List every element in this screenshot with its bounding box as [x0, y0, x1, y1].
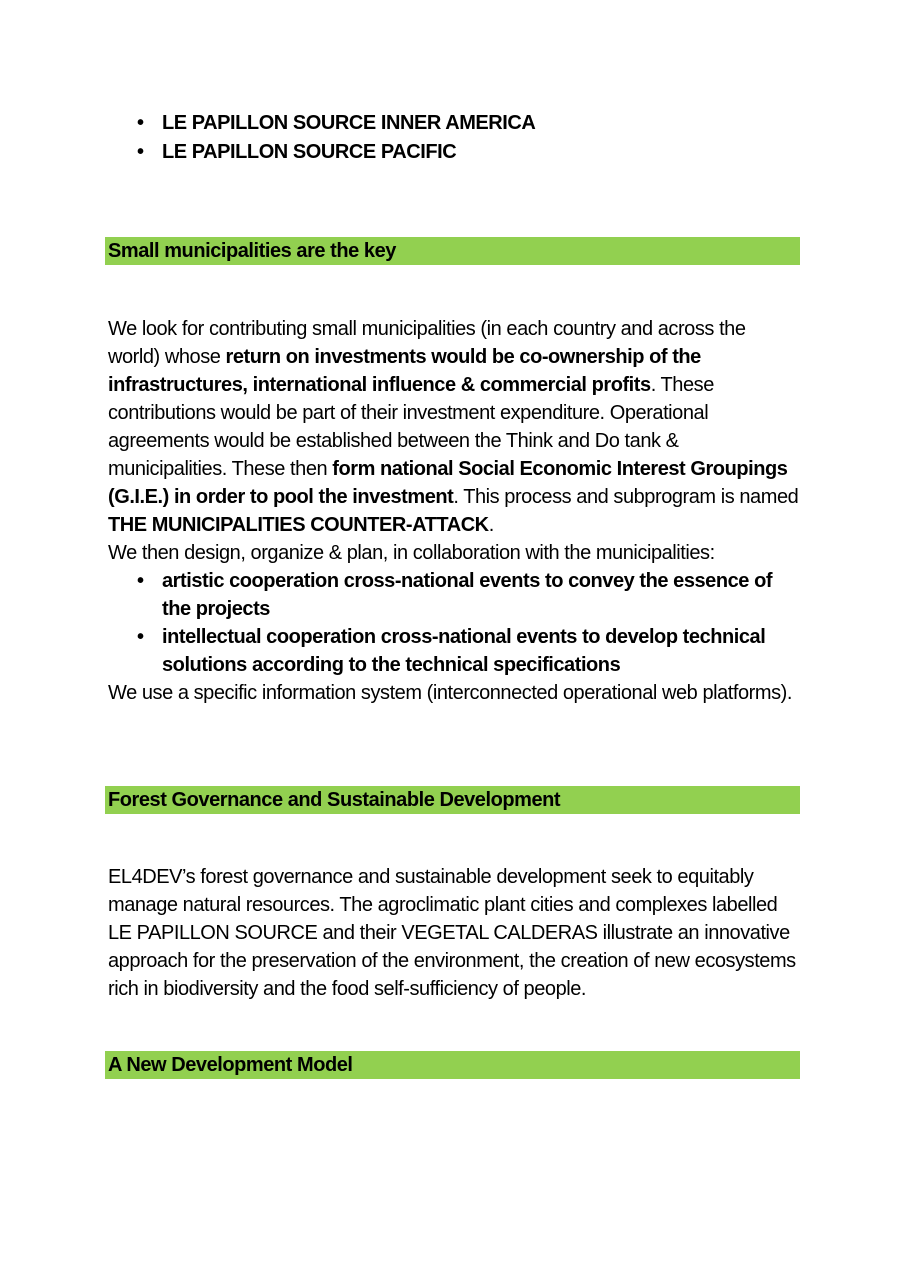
- bullet-icon: •: [137, 141, 144, 163]
- events-bullet-list: [108, 567, 800, 679]
- list-item: [108, 138, 800, 167]
- list-item-text: intellectual cooperation cross-national events to develop technical solutions according to the technical specifications: [162, 626, 766, 676]
- list-item-text: LE PAPILLON SOURCE PACIFIC: [162, 141, 457, 163]
- text-run: . These contributions would be part of their investment expenditure. Operational agreements would be established between the Think and Do tank & municipalities. These then: [108, 374, 714, 480]
- list-item-text: LE PAPILLON SOURCE INNER AMERICA: [162, 112, 536, 134]
- list-item: [108, 567, 800, 623]
- paragraph: We use a specific information system (interconnected operational web platforms).: [108, 682, 792, 704]
- text-run: .: [488, 514, 494, 536]
- section-heading-municipalities: Small municipalities are the key: [105, 237, 800, 265]
- bullet-icon: •: [137, 112, 144, 134]
- section-body-forest-governance: [108, 863, 800, 1003]
- bullet-icon: •: [137, 626, 144, 648]
- bold-text-run: return on investments would be co-ownership of the infrastructures, international influence & commercial profits: [108, 346, 701, 396]
- top-bullet-list: [108, 109, 800, 167]
- list-item-text: artistic cooperation cross-national events to convey the essence of the projects: [162, 570, 773, 620]
- section-heading-forest-governance: Forest Governance and Sustainable Development: [105, 786, 800, 814]
- section-body-municipalities: [108, 315, 800, 707]
- list-item: [108, 623, 800, 679]
- paragraph: We then design, organize & plan, in collaboration with the municipalities:: [108, 542, 715, 564]
- bold-text-run: form national Social Economic Interest Groupings (G.I.E.) in order to pool the investment: [108, 458, 788, 508]
- paragraph: [108, 315, 800, 539]
- list-item: [108, 109, 800, 138]
- bullet-icon: •: [137, 570, 144, 592]
- paragraph: EL4DEV’s forest governance and sustainable development seek to equitably manage natural resources. The agroclimatic plant cities and complexes labelled LE PAPILLON SOURCE and their VEGETAL CALDERAS illustrate an innovative approach for the preservation of the environment, the creation of new ecosystems rich in biodiversity and the food self-sufficiency of people.: [108, 866, 796, 1000]
- bold-text-run: THE MUNICIPALITIES COUNTER-ATTACK: [108, 514, 489, 536]
- text-run: We look for contributing small municipalities (in each country and across the world) whose: [108, 318, 746, 368]
- text-run: . This process and subprogram is named: [453, 486, 799, 508]
- section-heading-development-model: A New Development Model: [105, 1051, 800, 1079]
